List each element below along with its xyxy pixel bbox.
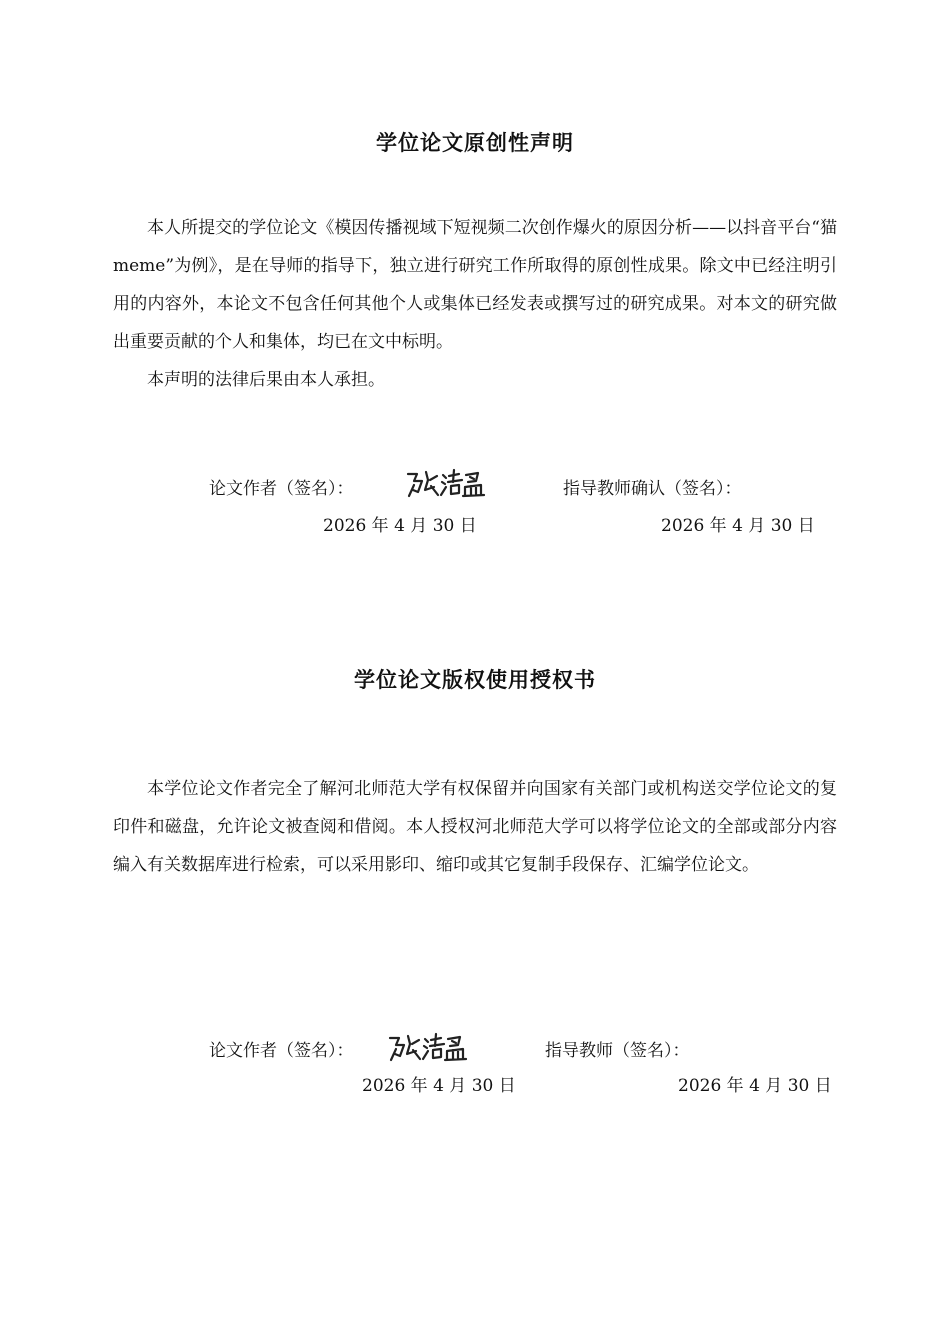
authorization-body xyxy=(113,770,837,884)
declaration-title: 学位论文原创性声明 xyxy=(376,131,574,155)
declaration-paragraph-1: 本人所提交的学位论文《模因传播视域下短视频二次创作爆火的原因分析——以抖音平台“猫meme”为例》，是在导师的指导下，独立进行研究工作所取得的原创性成果。除文中已经注明引用的内容外，本论文不包含任何其他个人或集体已经发表或撰写过的研究成果。对本文的研究做出重要贡献的个人和集体，均已在文中标明。 xyxy=(113,218,837,352)
authorization-advisor-label: 指导教师（签名）： xyxy=(545,1041,690,1061)
authorization-title: 学位论文版权使用授权书 xyxy=(354,668,596,692)
declaration-advisor-label: 指导教师确认（签名）： xyxy=(563,479,742,499)
authorization-author-date: 2026 年 4 月 30 日 xyxy=(362,1076,516,1096)
declaration-advisor-date: 2026 年 4 月 30 日 xyxy=(661,516,815,536)
authorization-author-label: 论文作者（签名）： xyxy=(209,1041,354,1061)
declaration-paragraph-2: 本声明的法律后果由本人承担。 xyxy=(147,370,385,390)
declaration-author-date: 2026 年 4 月 30 日 xyxy=(323,516,477,536)
author-signature-2 xyxy=(386,1030,468,1066)
author-signature-1 xyxy=(404,466,486,502)
authorization-advisor-date: 2026 年 4 月 30 日 xyxy=(678,1076,832,1096)
declaration-author-label: 论文作者（签名）： xyxy=(209,479,354,499)
declaration-body xyxy=(113,209,837,399)
authorization-paragraph-1: 本学位论文作者完全了解河北师范大学有权保留并向国家有关部门或机构送交学位论文的复印件和磁盘，允许论文被查阅和借阅。本人授权河北师范大学可以将学位论文的全部或部分内容编入有关数据库进行检索，可以采用影印、缩印或其它复制手段保存、汇编学位论文。 xyxy=(113,779,837,875)
